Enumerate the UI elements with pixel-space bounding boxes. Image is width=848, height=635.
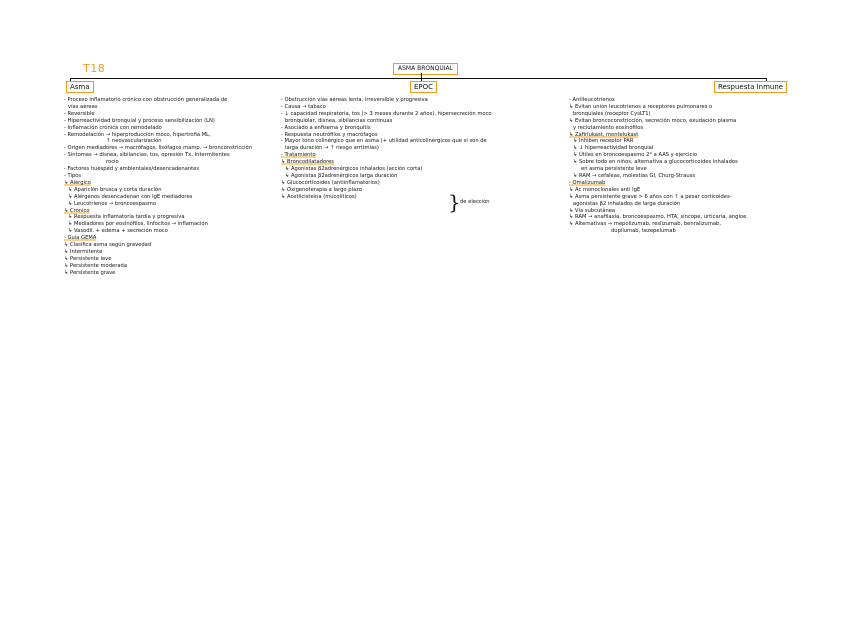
respuesta-note-line — [569, 221, 748, 228]
epoc-note-text: ↳ Oxigenoterapia a largo plazo — [281, 186, 363, 193]
asma-note-line — [64, 242, 252, 249]
asma-note-text: ↳ Intermitente — [64, 248, 103, 255]
respuesta-note-line — [569, 228, 748, 235]
asma-note-text: - Síntomas → disnea, sibilancias, tos, opresión Tx. Intermitentes — [64, 152, 230, 159]
asma-note-line — [64, 97, 252, 104]
respuesta-note-text: bronquiales (receptor CysLT1) — [573, 110, 651, 117]
respuesta-note-text: ↳ Zafirlukast, montelukast — [569, 131, 639, 138]
respuesta-note-text: ↳ Ac monoclonales anti IgE — [569, 186, 641, 193]
epoc-note-line — [281, 152, 492, 159]
asma-note-text: - Origen mediadores → macrófagos, lisófagos mamp. → bronconstricción — [64, 145, 252, 152]
asma-note-line — [64, 180, 252, 187]
epoc-note-line — [281, 173, 492, 180]
asma-note-line — [64, 173, 252, 180]
asma-note-line — [64, 111, 252, 118]
heading-epoc: EPOC — [410, 81, 437, 93]
epoc-note-text: - Respuesta neutrófilos y macrófagos — [281, 131, 378, 138]
asma-note-text: ↳ Persistente moderada — [64, 262, 127, 269]
epoc-note-line — [281, 180, 492, 187]
respuesta-note-line — [569, 97, 748, 104]
epoc-note-line — [281, 145, 492, 152]
epoc-notes — [281, 97, 492, 201]
epoc-note-text: - Obstrucción vías aéreas lenta, irreversible y progresiva — [281, 97, 428, 103]
respuesta-note-text: ↳ Alternativas → mepolizumab, reslizumab, benralizumab, — [569, 221, 721, 228]
asma-note-text: - Inflamación crónica con remodelado — [64, 124, 162, 131]
respuesta-note-text: ↳ Sobre todo en niños, alternativa a glucocorticoides inhalados — [573, 159, 738, 166]
respuesta-note-text: agonistas β2 inhalados de larga duración — [573, 200, 681, 207]
asma-note-text: ↳ Persistente leve — [64, 255, 112, 262]
respuesta-note-line — [569, 180, 748, 187]
respuesta-note-line — [569, 118, 748, 125]
epoc-note-line — [281, 97, 492, 104]
respuesta-note-text: - Omalizumab — [569, 179, 606, 186]
respuesta-note-text: ↳ Inhiben receptor PAR — [573, 138, 634, 145]
respuesta-note-line — [569, 138, 748, 145]
asma-note-text: - Remodelación → hiperproducción moco, hipertrofia ML, — [64, 131, 211, 138]
respuesta-note-text: en asma persistente leve — [581, 166, 647, 173]
respuesta-note-text: ↳ Evitan unión leucotrienos a receptores pulmonares o — [569, 103, 713, 110]
epoc-note-line — [281, 118, 492, 125]
respuesta-note-line — [569, 111, 748, 118]
epoc-note-text: - Asociado a enfisema y bronquitis — [281, 124, 371, 131]
asma-note-text: ↳ Leucotrienos → broncoespasmo — [68, 200, 157, 207]
asma-note-line — [64, 263, 252, 270]
asma-note-line — [64, 249, 252, 256]
asma-note-line — [64, 152, 252, 159]
heading-asma: Asma — [66, 81, 94, 93]
asma-note-line — [64, 270, 252, 277]
asma-note-text: vías aéreas — [68, 103, 98, 110]
epoc-note-text: - Mayor tono colinérgico que en asma (+ utilidad anticolinérgicos que si son de — [281, 138, 487, 145]
heading-respuesta-inmune: Respuesta Inmune — [714, 81, 787, 93]
brace-label: de elección — [460, 199, 490, 205]
respuesta-note-line — [569, 187, 748, 194]
respuesta-note-text: ↳ Útiles en broncoespasmo 2° a AAS y ejercicio — [573, 152, 698, 159]
epoc-note-text: - Tratamiento — [281, 152, 316, 159]
asma-note-line — [64, 235, 252, 242]
epoc-note-line — [281, 104, 492, 111]
asma-note-text: - Hiperreactividad bronquial y proceso sensibilización (LN) — [64, 117, 215, 124]
asma-note-text: ↳ Crónico — [64, 207, 90, 214]
epoc-note-text: ↳ Acetilcisteína (mucolíticos) — [281, 193, 357, 200]
asma-note-text: ↳ Mediadores por eosinófilos, linfocitos → inflamación — [68, 221, 208, 228]
respuesta-note-line — [569, 132, 748, 139]
asma-note-text: - Tipos — [64, 172, 82, 179]
brace-icon: } — [448, 190, 461, 214]
asma-note-text: ↳ Respuesta inflamatoria tardía y progresiva — [68, 214, 185, 221]
asma-note-text: ↳ Alérgenos desencadenan con IgE mediadores — [68, 193, 193, 200]
asma-note-line — [64, 118, 252, 125]
asma-note-line — [64, 194, 252, 201]
asma-note-line — [64, 104, 252, 111]
respuesta-note-line — [569, 214, 748, 221]
respuesta-note-text: ↳ Evitan broncoconstricción, secreción moco, exudación plasma — [569, 117, 737, 124]
asma-note-text: ↑ neovascularización — [106, 138, 162, 145]
asma-note-line — [64, 256, 252, 263]
asma-note-text: ↳ Vasodil. + edema + secreción moco — [68, 228, 168, 235]
respuesta-note-line — [569, 194, 748, 201]
epoc-note-text: - Causa → tabaco — [281, 103, 326, 110]
asma-note-text: ↳ Alérgico — [64, 179, 91, 186]
respuesta-note-line — [569, 125, 748, 132]
asma-note-text: ↳ Aparición brusca y corta duración — [68, 186, 162, 193]
asma-note-line — [64, 187, 252, 194]
respuesta-note-text: y reclutamiento eosinófilos — [573, 124, 644, 131]
asma-note-text: - Guía GEMA — [64, 235, 97, 242]
respuesta-note-text: ↳ RAM → cefaleas, molestias GI, Churg-Strauss — [573, 172, 696, 179]
epoc-note-text: bronquiolar, disnea, sibilancias continuas — [285, 117, 393, 124]
topic-tag: T18 — [83, 62, 106, 75]
respuesta-note-line — [569, 104, 748, 111]
respuesta-note-text: ↳ ↓ hiperreactividad bronquial — [573, 145, 654, 152]
asma-note-text: - Factores huésped y ambientales/desencadenantes — [64, 166, 200, 173]
epoc-note-text: larga duración → ↑ riesgo arritmias) — [285, 145, 379, 152]
epoc-note-line — [281, 166, 492, 173]
respuesta-note-text: ↳ Asma persistente grave > 6 años con ↑ a pesar corticoides- — [569, 193, 732, 200]
respuesta-note-text: - Antileucotrienos — [569, 97, 615, 103]
epoc-note-line — [281, 125, 492, 132]
asma-note-text: - Proceso inflamatorio crónico con obstrucción generalizada de — [64, 97, 228, 103]
epoc-note-line — [281, 111, 492, 118]
asma-note-line — [64, 125, 252, 132]
respuesta-note-line — [569, 159, 748, 166]
epoc-note-text: ↳ Agonistas β2adrenérgicos larga duración — [285, 172, 398, 179]
epoc-note-text: - ↓ capacidad respiratoria, tos (> 3 meses durante 2 años), hipersecreción moco — [281, 110, 492, 117]
epoc-note-text: ↳ Agonistas β2adrenérgicos inhalados (acción corta) — [285, 166, 423, 173]
asma-note-line — [64, 201, 252, 208]
asma-note-text: ↳ Persistente grave — [64, 269, 116, 276]
epoc-note-text: ↳ Broncodilatadores — [281, 159, 335, 166]
respuesta-note-text: ↳ RAM → anafilaxia, broncoespasmo, HTA, síncope, urticaria, angioe. — [569, 214, 748, 221]
epoc-note-text: ↳ Glucocorticoides (antiinflamatorios) — [281, 179, 380, 186]
asma-note-text: rocío — [106, 159, 119, 166]
respuesta-note-line — [569, 166, 748, 173]
branch-connector — [70, 78, 767, 79]
respuesta-inmune-notes — [569, 97, 748, 235]
asma-notes — [64, 97, 252, 277]
respuesta-note-line — [569, 201, 748, 208]
asma-note-text: - Reversible — [64, 110, 95, 117]
respuesta-note-text: dupilumab, tezepelumab — [611, 228, 676, 235]
map-title: ASMA BRONQUIAL — [393, 63, 458, 75]
respuesta-note-text: ↳ Vía subcutánea — [569, 207, 616, 214]
asma-note-line — [64, 166, 252, 173]
asma-note-text: ↳ Clasifica asma según gravedad — [64, 242, 152, 249]
respuesta-note-line — [569, 152, 748, 159]
respuesta-note-line — [569, 173, 748, 180]
